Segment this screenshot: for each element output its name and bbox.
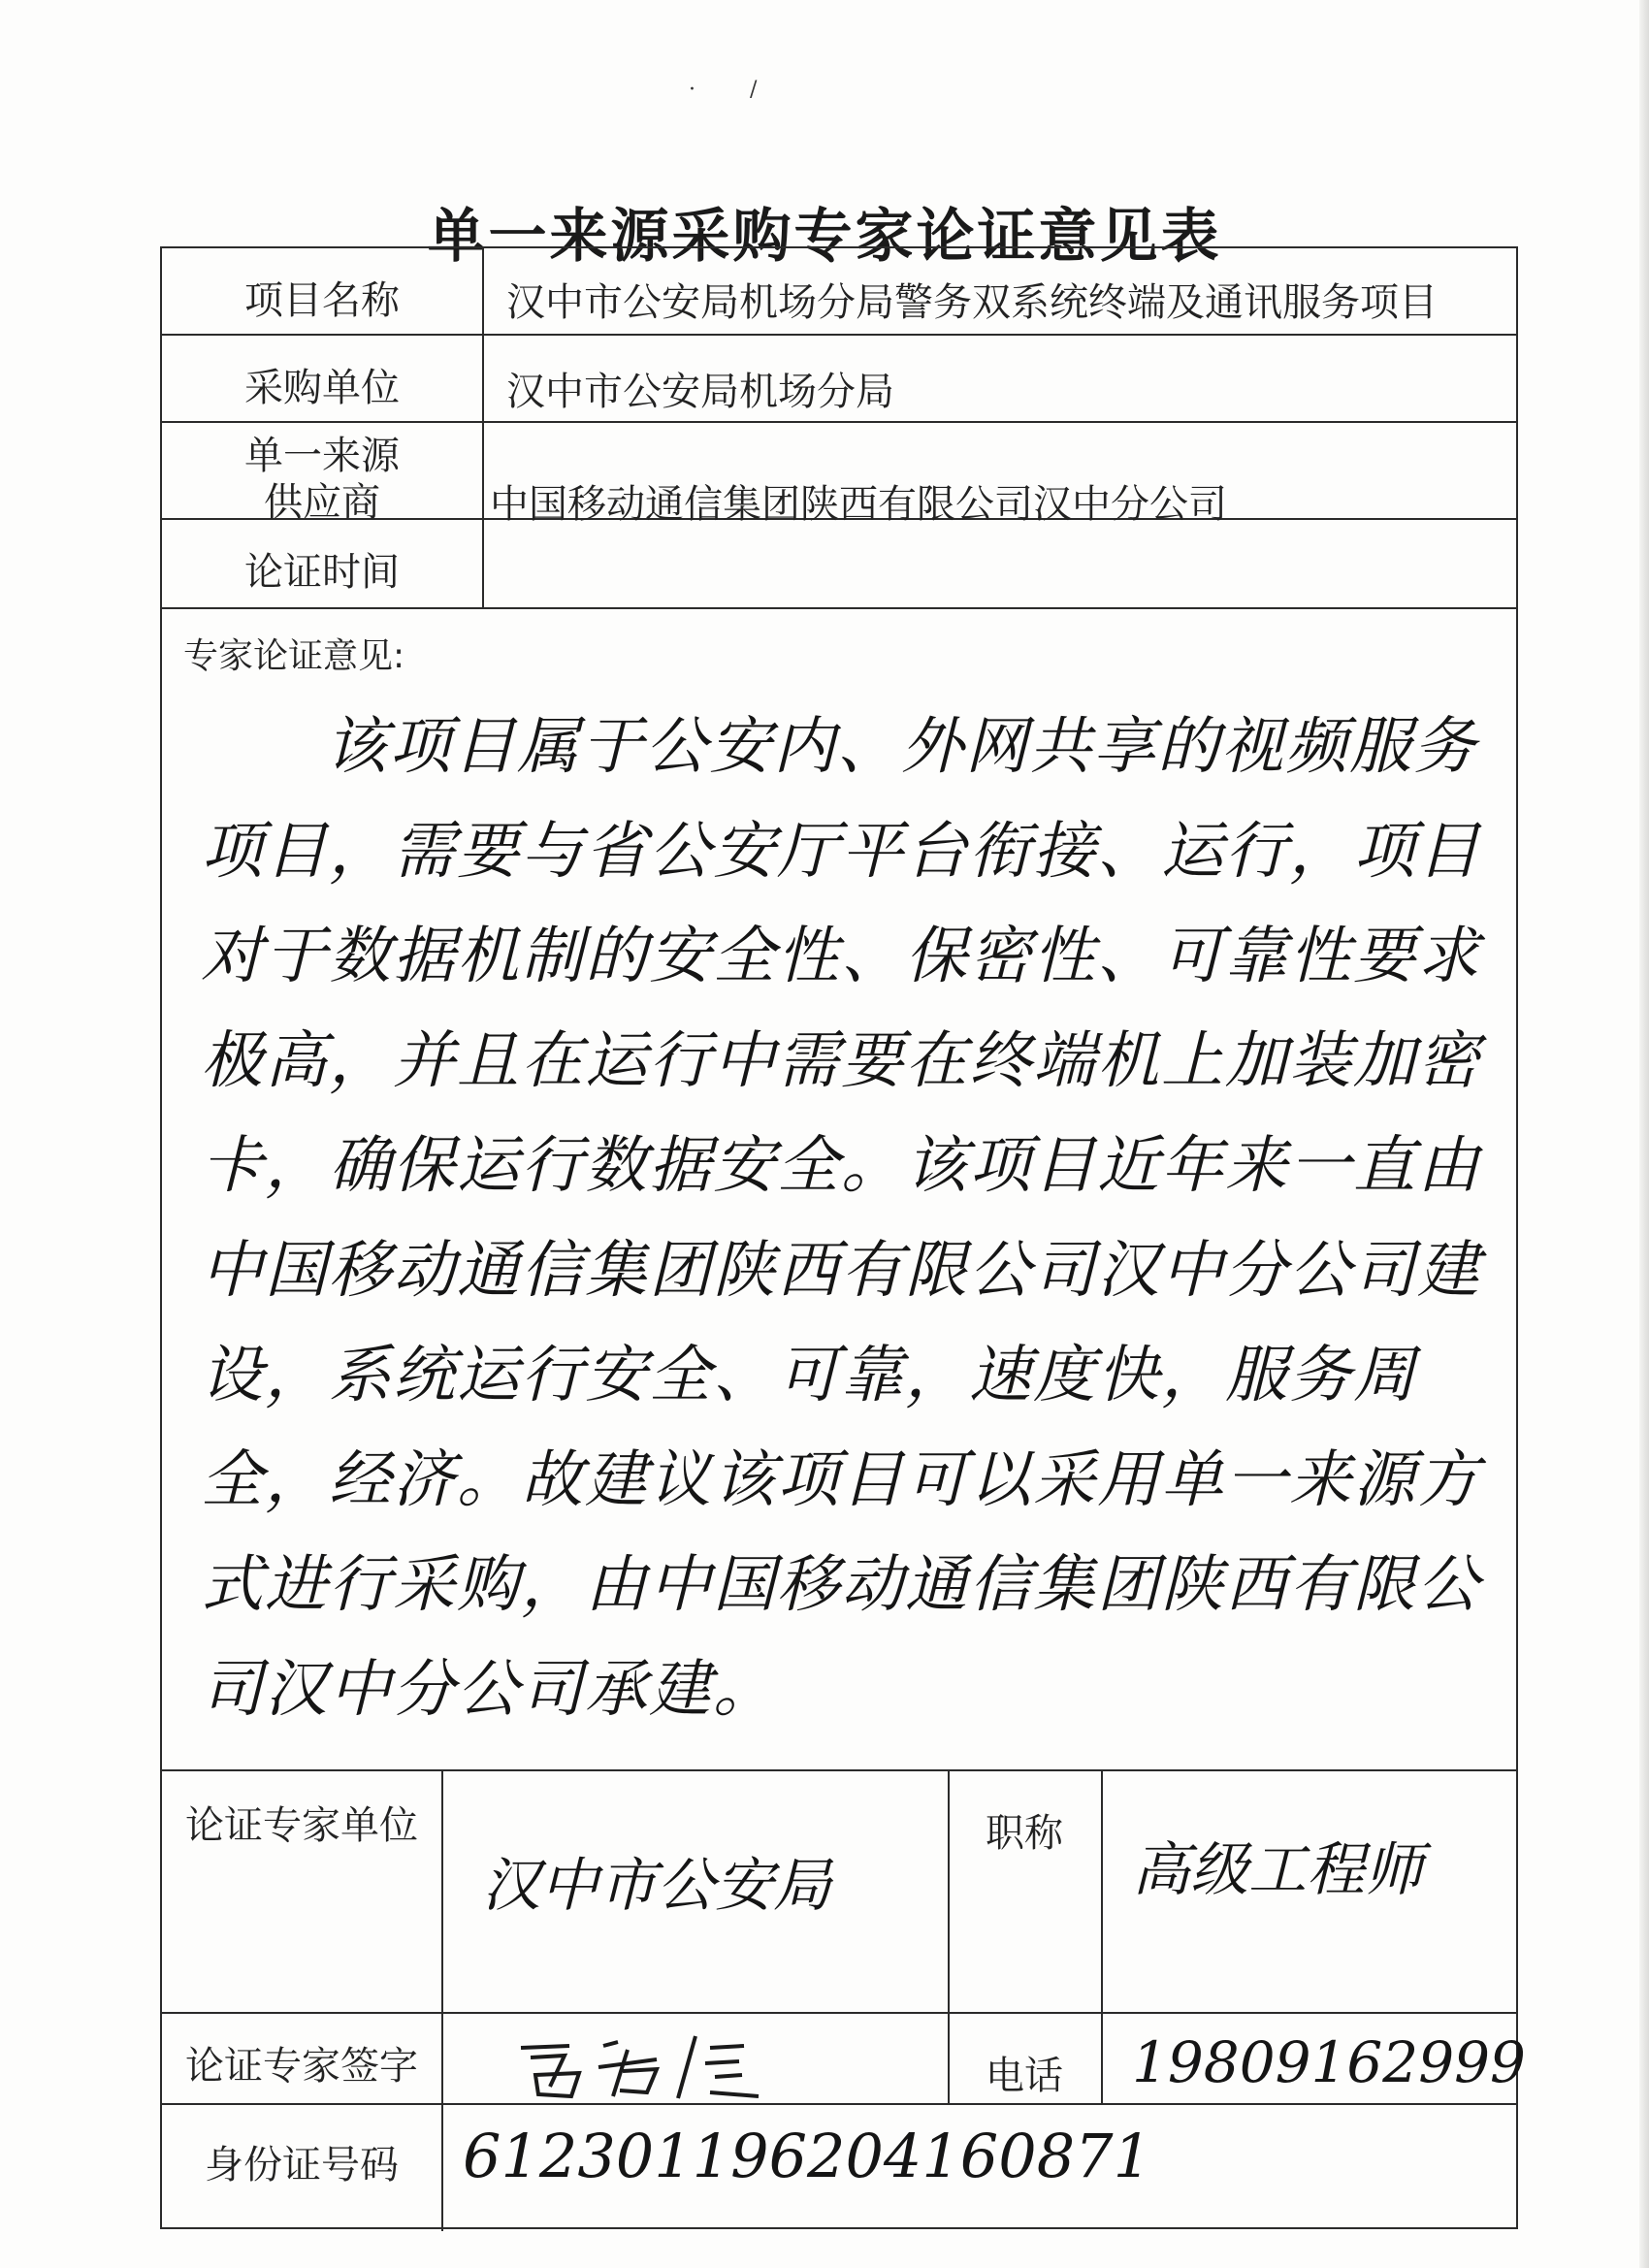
supplier-label-line1: 单一来源: [244, 434, 400, 478]
purchaser-label: 采购单位: [244, 366, 400, 410]
opinion-handwriting: [201, 695, 1501, 1742]
page-edge: [1639, 0, 1649, 2268]
col-divider: [441, 1769, 443, 2231]
row-divider: [162, 1769, 1516, 1771]
expert-sign-label: 论证专家签字: [185, 2044, 418, 2089]
id-number-label: 身份证号码: [205, 2143, 399, 2187]
row-divider: [162, 607, 1516, 609]
opinion-label: 专家论证意见:: [183, 636, 405, 676]
purchaser-value: 汉中市公安局机场分局: [506, 370, 894, 414]
expert-signature: [511, 2028, 783, 2106]
row-divider: [162, 2012, 1516, 2014]
row-divider: [162, 421, 1516, 423]
phone-label: 电话: [986, 2054, 1063, 2098]
scan-marks: · /: [689, 78, 758, 102]
opinion-form: [160, 246, 1526, 2229]
expert-title-label: 职称: [986, 1811, 1063, 1856]
project-name-label: 项目名称: [244, 278, 400, 323]
project-name-value: 汉中市公安局机场分局警务双系统终端及通讯服务项目: [506, 280, 1438, 325]
form-title: 单一来源采购专家论证意见表: [427, 203, 1222, 271]
expert-unit-label: 论证专家单位: [185, 1803, 418, 1848]
col-divider: [1101, 1769, 1103, 2103]
phone-value: 19809162999: [1132, 2029, 1526, 2095]
review-time-label: 论证时间: [244, 550, 400, 595]
expert-title-value: 高级工程师: [1132, 1836, 1423, 1904]
row-divider: [162, 2103, 1516, 2105]
id-number-value: 612301196204160871: [463, 2121, 1152, 2191]
supplier-label-line2: 供应商: [264, 480, 380, 525]
opinion-text: 该项目属于公安内、外网共享的视频服务项目，需要与省公安厅平台衔接、运行，项目对于数据机制的安全性、保密性、可靠性要求极高，并且在运行中需要在终端机上加装加密卡，确保运行数据安全。该项目近年来一直由中国移动通信集团陕西有限公司汉中分公司建设，系统运行安全、可靠，速度快，服务周全，经济。故建议该项目可以采用单一来源方式进行采购，由中国移动通信集团陕西有限公司汉中分公司承建。: [201, 711, 1481, 1726]
row-divider: [162, 334, 1516, 336]
col-divider: [482, 248, 484, 607]
supplier-value: 中国移动通信集团陕西有限公司汉中分公司: [490, 482, 1227, 527]
expert-unit-value: 汉中市公安局: [482, 1852, 831, 1920]
